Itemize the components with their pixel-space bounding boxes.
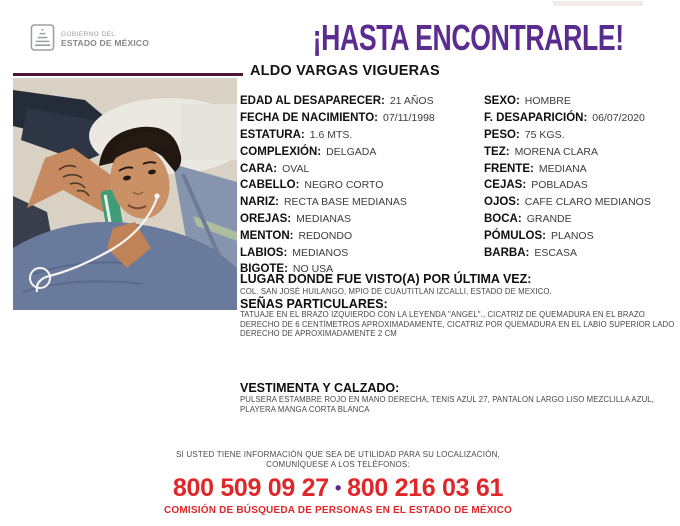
vestimenta-heading: VESTIMENTA Y CALZADO: — [240, 381, 400, 395]
detail-label: CARA: — [240, 162, 278, 175]
detail-value: 06/07/2020 — [592, 112, 645, 125]
footer-info-line2: COMUNÍQUESE A LOS TELÉFONOS: — [266, 459, 410, 469]
logo-text-line2: ESTADO DE MÉXICO — [61, 37, 150, 48]
last-seen-value: COL. SAN JOSÉ HUILANGO, MPIO DE CUAUTITLAN IZCALLI, ESTADO DE MEXICO. — [240, 287, 552, 296]
missing-person-photo — [13, 78, 237, 310]
detail-value: HOMBRE — [524, 95, 571, 108]
vestimenta-value: PULSERA ESTAMBRE ROJO EN MANO DERECHA, TENIS AZUL 27, PANTALON LARGO LISO MEZCLILLA AZUL, PLAYERA MANGA CORTA BLANCA — [240, 395, 655, 414]
detail-row — [240, 127, 435, 144]
detail-label: F. DESAPARICIÓN: — [484, 112, 588, 125]
footer-info-line1: SI USTED TIENE INFORMACIÓN QUE SEA DE UTILIDAD PARA SU LOCALIZACIÓN, — [175, 450, 501, 459]
detail-value: 1.6 MTS. — [309, 128, 353, 141]
detail-label: PESO: — [484, 128, 520, 141]
detail-label: CEJAS: — [484, 179, 527, 192]
detail-label: BIGOTE: — [240, 263, 288, 276]
senas-value: TATUAJE EN EL BRAZO IZQUIERDO CON LA LEYENDA "ANGEL"., CICATRIZ DE QUEMADURA EN EL BRAZO DERECHO DE 6 CENTÍMETROS APROXIMADAMENTE, CICATRIZ POR QUEMADURA EN EL LABIO SUPERIOR LADO DERECHO DE APROXIMADAMENTE 2 CM — [240, 310, 675, 339]
senas-heading: SEÑAS PARTICULARES: — [240, 297, 388, 311]
detail-label: LABIOS: — [240, 246, 288, 259]
detail-row — [240, 211, 435, 228]
detail-row — [484, 93, 651, 110]
detail-value: 07/11/1998 — [383, 112, 435, 125]
detail-value: NEGRO CORTO — [304, 179, 384, 192]
detail-row — [240, 93, 435, 110]
detail-label: COMPLEXIÓN: — [240, 145, 322, 158]
footer-phones — [0, 474, 676, 503]
detail-value: GRANDE — [526, 212, 572, 225]
detail-row — [484, 143, 651, 160]
state-emblem-icon — [30, 23, 55, 57]
detail-value: ESCASA — [534, 246, 577, 259]
detail-label: OJOS: — [484, 196, 520, 209]
detail-row — [240, 244, 435, 261]
footer — [0, 450, 676, 516]
detail-row — [240, 194, 435, 211]
detail-row — [484, 110, 651, 127]
detail-row — [484, 160, 651, 177]
detail-label: SEXO: — [484, 95, 520, 108]
detail-label: CABELLO: — [240, 179, 300, 192]
detail-row — [240, 143, 435, 160]
detail-value: DELGADA — [326, 145, 377, 158]
detail-row — [240, 110, 435, 127]
detail-value: MORENA CLARA — [514, 145, 598, 158]
detail-value: POBLADAS — [531, 179, 588, 192]
detail-label: OREJAS: — [240, 212, 292, 225]
detail-label: MENTON: — [240, 229, 294, 242]
detail-label: PÓMULOS: — [484, 229, 546, 242]
detail-value: MEDIANOS — [292, 246, 349, 259]
detail-value: 75 KGS. — [524, 128, 565, 141]
detail-label: FECHA DE NACIMIENTO: — [240, 112, 378, 125]
detail-row — [240, 177, 435, 194]
logo-text-line1: GOBIERNO DEL — [61, 31, 116, 39]
detail-row — [484, 244, 651, 261]
phone-number-2: 800 216 03 61 — [347, 474, 504, 502]
detail-value: CAFE CLARO MEDIANOS — [524, 196, 651, 209]
detail-value: REDONDO — [298, 229, 353, 242]
detail-value: NO USA — [292, 263, 334, 276]
detail-value: RECTA BASE MEDIANAS — [283, 196, 407, 209]
detail-value: MEDIANAS — [296, 212, 351, 225]
poster-title: ¡HASTA ENCONTRARLE! — [312, 17, 624, 58]
detail-row — [240, 227, 435, 244]
phone-number-1: 800 509 09 27 — [172, 474, 329, 502]
detail-row — [240, 160, 435, 177]
last-seen-heading: LUGAR DONDE FUE VISTO(A) POR ÚLTIMA VEZ: — [240, 272, 532, 286]
person-name: ALDO VARGAS VIGUERAS — [250, 63, 440, 79]
detail-value: MEDIANA — [538, 162, 587, 175]
detail-value: PLANOS — [550, 229, 594, 242]
detail-label: ESTATURA: — [240, 128, 305, 141]
poster-title-wrap — [258, 17, 624, 59]
details-left-column — [240, 93, 435, 278]
top-edge-artifact — [553, 1, 643, 6]
detail-label: TEZ: — [484, 145, 510, 158]
detail-row — [484, 211, 651, 228]
name-divider-line — [13, 73, 243, 76]
details-right-column — [484, 93, 651, 261]
detail-value: 21 AÑOS — [389, 95, 434, 108]
detail-row — [484, 177, 651, 194]
phone-separator-icon: • — [334, 476, 342, 498]
detail-label: EDAD AL DESAPARECER: — [240, 95, 385, 108]
govt-logo — [30, 23, 149, 57]
detail-label: BARBA: — [484, 246, 530, 259]
footer-org-name: COMISIÓN DE BÚSQUEDA DE PERSONAS EN EL ESTADO DE MÉXICO — [163, 505, 513, 516]
detail-label: BOCA: — [484, 212, 522, 225]
detail-label: FRENTE: — [484, 162, 534, 175]
detail-row — [484, 227, 651, 244]
detail-label: NARIZ: — [240, 196, 279, 209]
detail-value: OVAL — [282, 162, 310, 175]
detail-row — [484, 127, 651, 144]
detail-row — [484, 194, 651, 211]
